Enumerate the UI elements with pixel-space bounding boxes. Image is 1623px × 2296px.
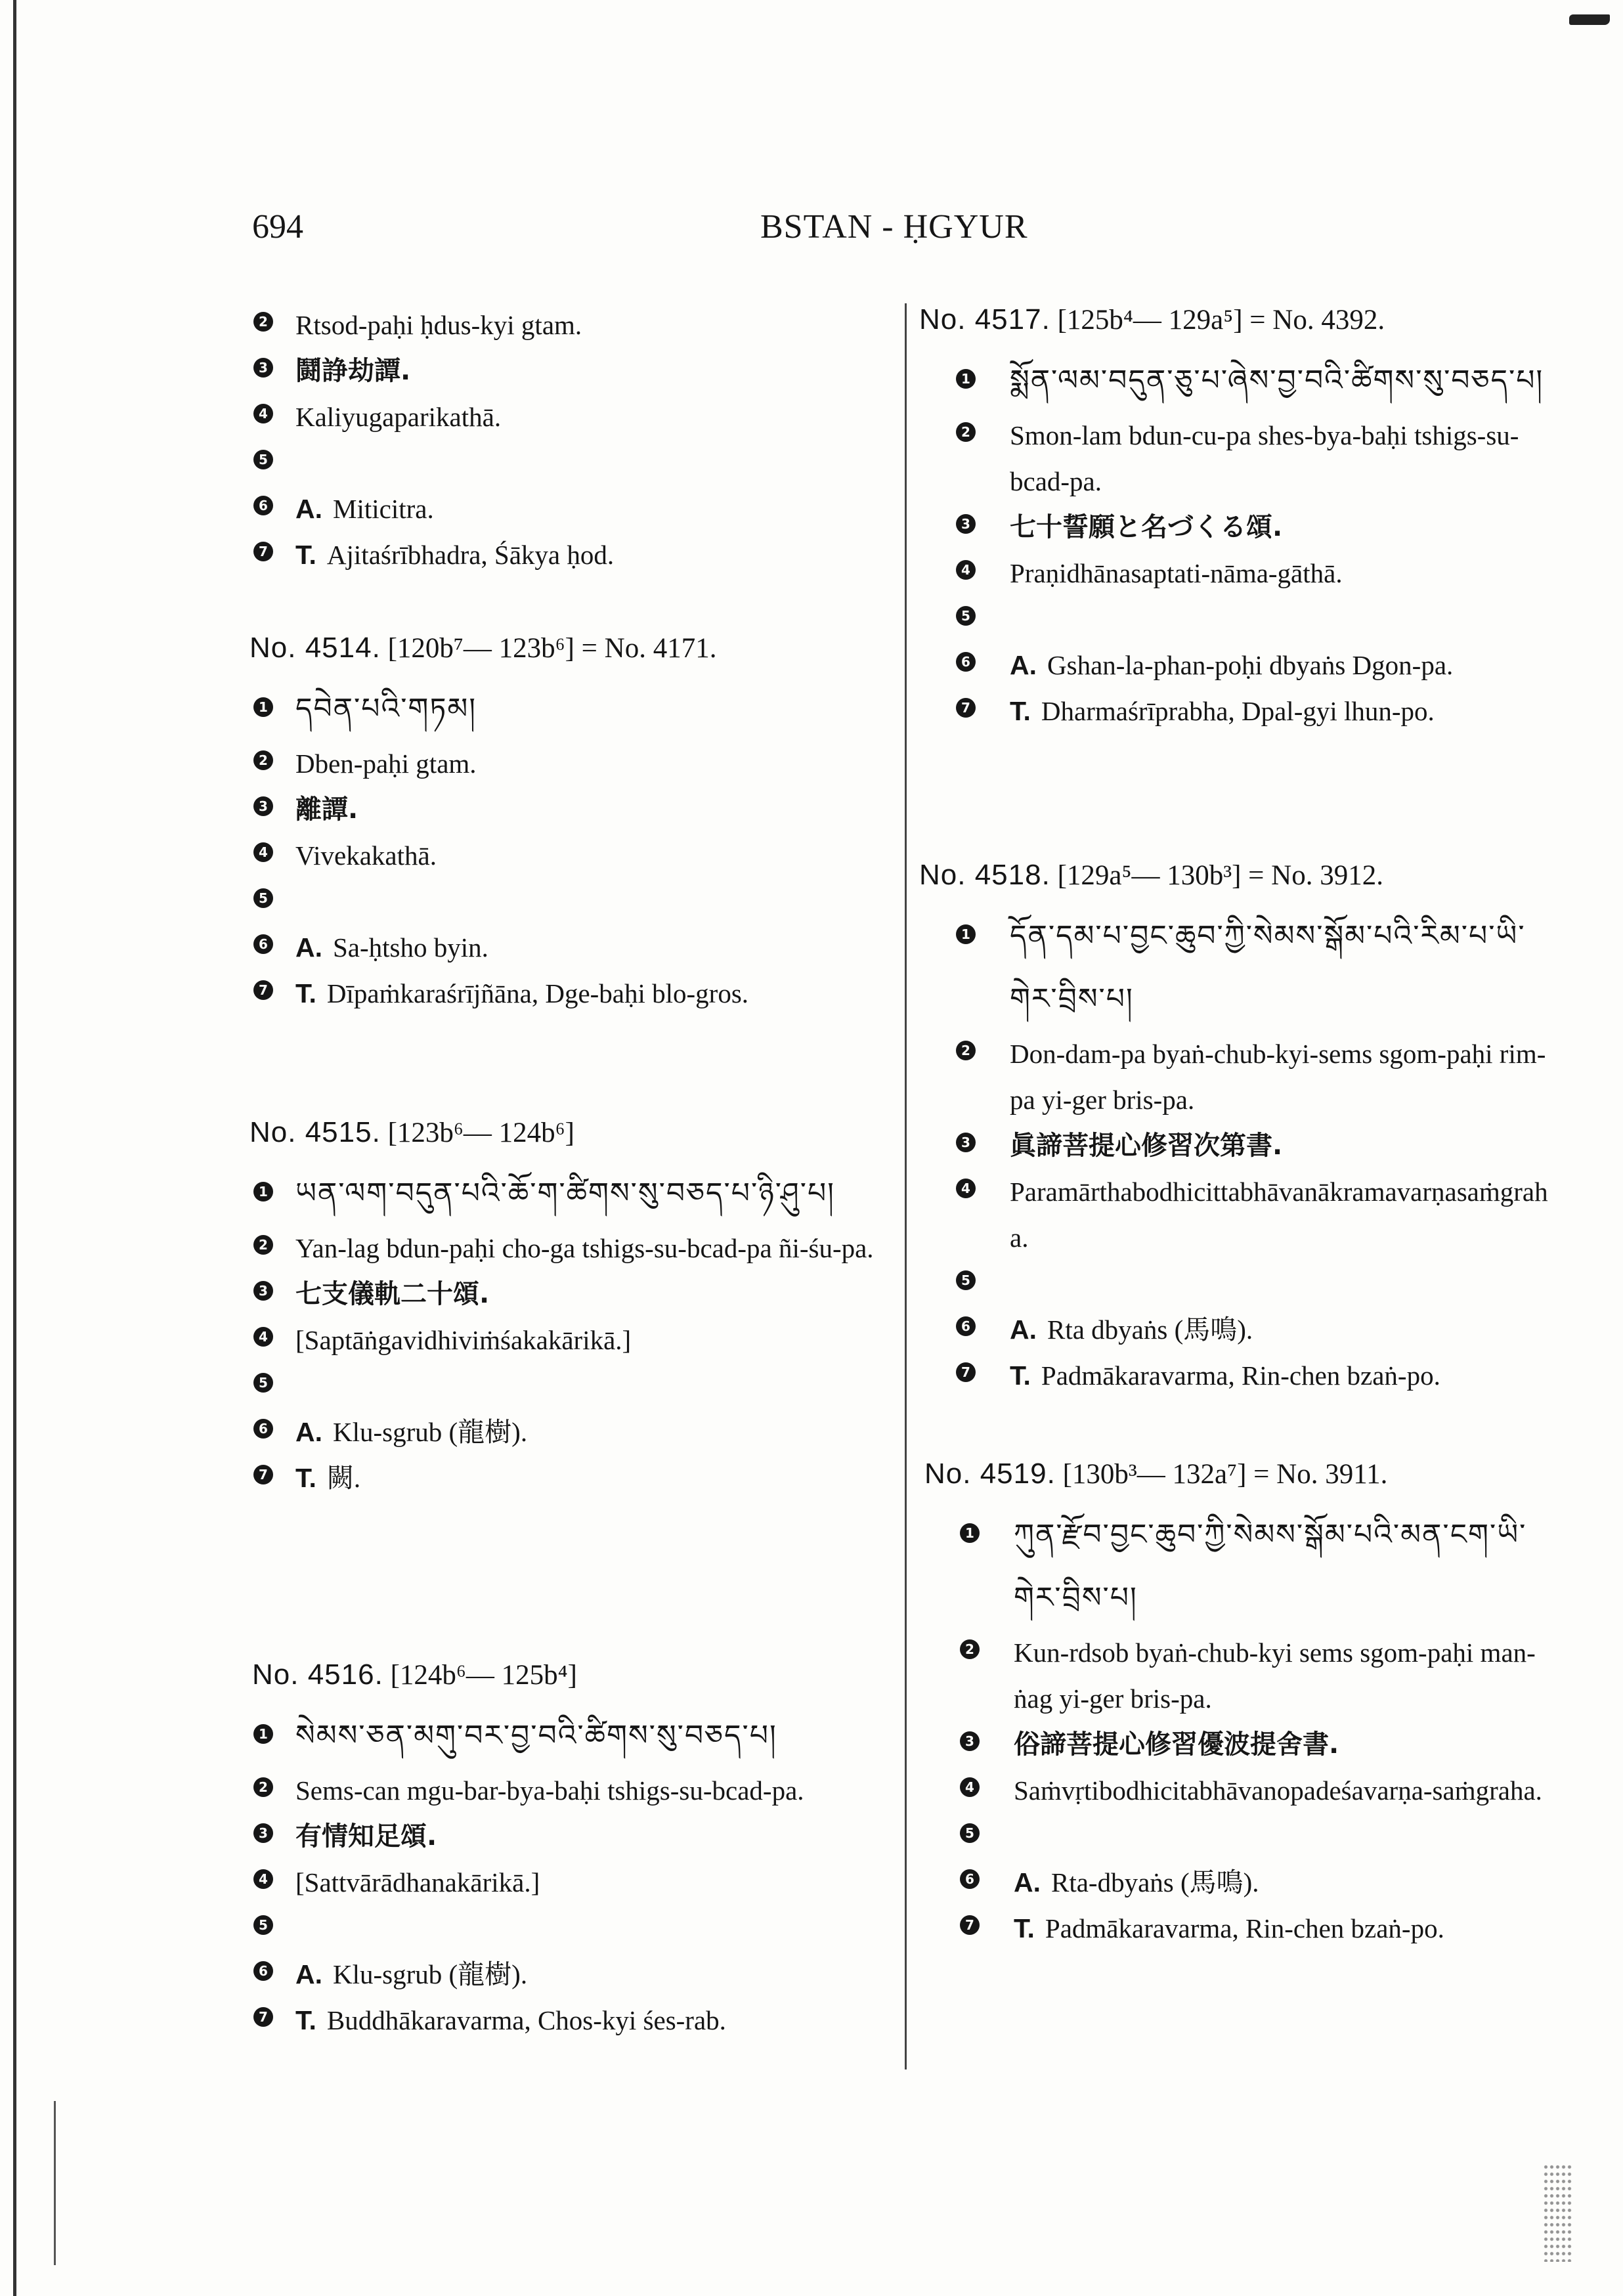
field-6 [919, 1307, 1569, 1353]
tibetan-title: ཀུན་རྫོབ་བྱང་ཆུབ་ཀྱི་སེམས་སྒོམ་པའི་མན་ངག་ཡི་གེར་བྲིས་པ། [1014, 1518, 1527, 1614]
field-1 [919, 1504, 1565, 1630]
marker-5-icon: 5 [253, 450, 273, 469]
scan-speckle [1543, 2163, 1573, 2262]
marker-6-icon: 6 [960, 1869, 980, 1889]
tibetan-transliteration: Don-dam-pa byaṅ-chub-kyi-sems sgom-paḥi rim-pa yi-ger bris-pa. [1010, 1039, 1546, 1115]
field-6 [919, 642, 1569, 688]
marker-4-icon: 4 [253, 842, 273, 862]
marker-5-icon: 5 [253, 1373, 273, 1393]
marker-1-icon: 1 [253, 1724, 273, 1744]
field-7 [919, 1353, 1569, 1398]
marker-6-icon: 6 [253, 934, 273, 954]
marker-2-icon: 2 [956, 422, 976, 442]
marker-5-icon: 5 [956, 606, 976, 626]
sanskrit-title: [Sattvārādhanakārikā.] [295, 1867, 540, 1897]
sanskrit-title: Saṁvṛtibodhicitabhāvanopadeśavarṇa-saṁgraha. [1014, 1775, 1542, 1806]
entry-number: No. 4515. [249, 1116, 381, 1148]
ink-mark [1569, 14, 1610, 25]
field-3 [253, 1813, 903, 1859]
marker-7-icon: 7 [956, 698, 976, 718]
marker-7-icon: 7 [253, 980, 273, 1000]
translator-label: T. [295, 540, 316, 570]
marker-4-icon: 4 [253, 404, 273, 423]
translator-label: T. [1014, 1913, 1035, 1943]
marker-6-icon: 6 [253, 1419, 273, 1439]
marker-6-icon: 6 [253, 496, 273, 515]
entry-number: No. 4516. [252, 1658, 383, 1691]
tibetan-title: ཡན་ལག་བདུན་པའི་ཆོ་ག་ཚིགས་སུ་བཅད་པ་ཉི་ཤུ་པ། [295, 1177, 835, 1210]
marker-3-icon: 3 [956, 1133, 976, 1152]
folio-reference: [125b⁴— 129a⁵] = No. 4392. [1057, 305, 1385, 336]
field-4 [253, 1859, 903, 1905]
marker-2-icon: 2 [253, 1777, 273, 1797]
marker-7-icon: 7 [956, 1362, 976, 1382]
author-label: A. [295, 932, 322, 963]
translator-label: T. [295, 1463, 316, 1493]
marker-1-icon: 1 [253, 1182, 273, 1202]
marker-1-icon: 1 [960, 1523, 980, 1543]
marker-7-icon: 7 [253, 2007, 273, 2027]
marker-7-icon: 7 [960, 1915, 980, 1935]
field-2 [919, 1630, 1565, 1722]
field-5 [919, 1261, 1569, 1307]
entry-heading [252, 1658, 902, 1691]
tibetan-transliteration: Sems-can mgu-bar-bya-baḥi tshigs-su-bcad-pa. [295, 1775, 804, 1806]
marker-7-icon: 7 [253, 1465, 273, 1484]
marker-7-icon: 7 [253, 542, 273, 561]
author-label: A. [295, 1959, 322, 1989]
entry-number: No. 4518. [919, 859, 1050, 891]
entry-4518 [919, 859, 1569, 1398]
translator-name: Padmākaravarma, Rin-chen bzaṅ-po. [1041, 1360, 1440, 1391]
sanskrit-title: [Saptāṅgavidhiviṁśakakārikā.] [295, 1325, 632, 1355]
marker-4-icon: 4 [253, 1869, 273, 1889]
field-2 [253, 1767, 873, 1813]
field-5 [253, 440, 903, 486]
entry-heading [249, 1116, 899, 1149]
author-label: A. [1010, 1314, 1037, 1345]
marker-5-icon: 5 [960, 1823, 980, 1843]
entry-heading [919, 303, 1569, 336]
field-7 [253, 970, 873, 1016]
translator-name: 闕. [326, 1463, 361, 1493]
field-6 [253, 486, 903, 532]
marker-6-icon: 6 [253, 1961, 273, 1981]
sanskrit-title: Praṇidhānasaptati-nāma-gāthā. [1010, 558, 1343, 588]
field-5 [919, 1813, 1569, 1859]
entry-4519 [919, 1458, 1569, 1951]
chinese-title: 俗諦菩提心修習優波提舍書. [1014, 1729, 1339, 1760]
field-4 [253, 833, 903, 878]
entry-heading [924, 1458, 1574, 1490]
field-3 [253, 1271, 903, 1317]
marker-3-icon: 3 [253, 1281, 273, 1301]
tibetan-transliteration: Smon-lam bdun-cu-pa shes-bya-baḥi tshigs-su-bcad-pa. [1010, 420, 1519, 496]
tibetan-transliteration: Dben-paḥi gtam. [295, 748, 477, 779]
column-divider [905, 303, 907, 2069]
translator-name: Dīpaṁkaraśrījñāna, Dge-baḥi blo-gros. [326, 978, 749, 1008]
marker-2-icon: 2 [253, 750, 273, 770]
tibetan-title: དོན་དམ་པ་བྱང་ཆུབ་ཀྱི་སེམས་སྒོམ་པའི་རིམ་པ་ཡི་གེར་བྲིས་པ། [1010, 919, 1526, 1016]
entry-number: No. 4514. [249, 632, 381, 664]
field-4 [919, 1767, 1565, 1813]
marker-6-icon: 6 [956, 1316, 976, 1336]
field-1 [253, 1162, 886, 1225]
marker-4-icon: 4 [253, 1327, 273, 1347]
tibetan-transliteration: Yan-lag bdun-paḥi cho-ga tshigs-su-bcad-pa ñi-śu-pa. [295, 1233, 874, 1263]
marker-5-icon: 5 [253, 1915, 273, 1935]
field-1 [919, 349, 1561, 412]
field-1 [253, 678, 903, 741]
tibetan-title: སེམས་ཅན་མགུ་བར་བྱ་བའི་ཚིགས་སུ་བཅད་པ། [295, 1719, 777, 1752]
field-3 [919, 504, 1569, 550]
translator-name: Dharmaśrīprabha, Dpal-gyi lhun-po. [1041, 696, 1435, 726]
field-6 [253, 1409, 903, 1455]
marker-6-icon: 6 [956, 652, 976, 672]
field-5 [253, 1905, 903, 1951]
field-7 [919, 688, 1569, 734]
author-label: A. [1010, 650, 1037, 680]
marker-3-icon: 3 [956, 514, 976, 534]
entry-4515 [249, 1116, 903, 1501]
scan-edge-line [54, 2101, 56, 2265]
translator-name: Padmākaravarma, Rin-chen bzaṅ-po. [1045, 1913, 1444, 1943]
author-name: Miticitra. [333, 494, 434, 524]
tibetan-title: སྨོན་ལམ་བདུན་ཅུ་པ་ཞེས་བྱ་བའི་ཚིགས་སུ་བཅད་པ། [1010, 364, 1544, 397]
author-name: Rta-dbyaṅs (馬鳴). [1051, 1867, 1259, 1897]
author-name: Gshan-la-phan-poḥi dbyaṅs Dgon-pa. [1047, 650, 1454, 680]
author-label: A. [295, 494, 322, 524]
marker-2-icon: 2 [253, 1235, 273, 1255]
marker-3-icon: 3 [253, 1823, 273, 1843]
marker-2-icon: 2 [956, 1041, 976, 1060]
field-6 [919, 1859, 1569, 1905]
field-3 [253, 787, 903, 833]
marker-2-icon: 2 [253, 312, 273, 332]
translator-label: T. [295, 2005, 316, 2035]
field-2 [253, 741, 903, 787]
field-5 [253, 878, 903, 924]
folio-reference: [129a⁵— 130b³] = No. 3912. [1057, 860, 1383, 891]
entry-number: No. 4517. [919, 303, 1050, 336]
chinese-title: 離譚. [295, 794, 358, 825]
author-name: Klu-sgrub (龍樹). [333, 1959, 528, 1989]
field-3 [253, 348, 903, 394]
field-7 [253, 532, 903, 578]
field-6 [253, 924, 903, 970]
chinese-title: 七十誓願と名づくる頌. [1010, 512, 1283, 542]
field-4 [253, 394, 903, 440]
translator-label: T. [1010, 696, 1031, 726]
translator-name: Ajitaśrībhadra, Śākya ḥod. [326, 540, 615, 570]
marker-2-icon: 2 [960, 1639, 980, 1659]
field-2 [919, 412, 1561, 504]
marker-4-icon: 4 [956, 560, 976, 580]
field-4 [919, 550, 1569, 596]
scan-edge-line [13, 0, 16, 2296]
folio-reference: [130b³— 132a⁷] = No. 3911. [1062, 1459, 1388, 1490]
marker-3-icon: 3 [253, 358, 273, 378]
folio-reference: [124b⁶— 125b⁴] [390, 1660, 577, 1691]
author-name: Klu-sgrub (龍樹). [333, 1417, 528, 1447]
chinese-title: 眞諦菩提心修習次第書. [1010, 1131, 1283, 1161]
field-1 [919, 905, 1561, 1031]
running-head: BSTAN - ḤGYUR [760, 208, 1028, 246]
marker-4-icon: 4 [960, 1777, 980, 1797]
tibetan-title: དབེན་པའི་གཏམ། [295, 692, 477, 726]
marker-1-icon: 1 [253, 697, 273, 717]
entry-4513-continued [253, 302, 903, 578]
field-2 [253, 1225, 880, 1271]
author-label: A. [295, 1417, 322, 1447]
tibetan-transliteration: Kun-rdsob byaṅ-chub-kyi sems sgom-paḥi man-ṅag yi-ger bris-pa. [1014, 1637, 1536, 1714]
translator-label: T. [295, 978, 316, 1008]
field-1 [253, 1704, 903, 1767]
sanskrit-title: Vivekakathā. [295, 840, 437, 871]
sanskrit-title: Paramārthabodhicittabhāvanākramavarṇasaṁgraha. [1010, 1177, 1548, 1253]
entry-4517 [919, 303, 1569, 734]
page-number: 694 [252, 208, 303, 246]
marker-1-icon: 1 [956, 924, 976, 944]
entry-heading [919, 859, 1569, 892]
marker-1-icon: 1 [956, 369, 976, 389]
author-name: Rta dbyaṅs (馬鳴). [1047, 1314, 1253, 1345]
field-3 [919, 1123, 1569, 1169]
folio-reference: [123b⁶— 124b⁶] [387, 1117, 574, 1148]
folio-reference: [120b⁷— 123b⁶] = No. 4171. [387, 633, 717, 664]
marker-5-icon: 5 [956, 1270, 976, 1290]
chinese-title: 鬪諍劫譚. [295, 356, 411, 386]
marker-4-icon: 4 [956, 1179, 976, 1198]
field-4 [919, 1169, 1561, 1261]
translator-label: T. [1010, 1360, 1031, 1391]
field-2 [253, 302, 903, 348]
field-7 [253, 1455, 903, 1501]
sanskrit-title: Kaliyugaparikathā. [295, 402, 502, 432]
field-2 [919, 1031, 1561, 1123]
marker-5-icon: 5 [253, 888, 273, 908]
entry-4514 [249, 632, 903, 1016]
tibetan-transliteration: Rtsod-paḥi ḥdus-kyi gtam. [295, 310, 582, 340]
translator-name: Buddhākaravarma, Chos-kyi śes-rab. [326, 2005, 726, 2035]
author-label: A. [1014, 1867, 1041, 1897]
field-7 [919, 1905, 1569, 1951]
field-7 [253, 1997, 903, 2043]
field-4 [253, 1317, 903, 1363]
field-5 [919, 596, 1569, 642]
chinese-title: 有情知足頌. [295, 1821, 437, 1852]
marker-3-icon: 3 [253, 796, 273, 816]
chinese-title: 七支儀軌二十頌. [295, 1279, 490, 1309]
entry-heading [249, 632, 899, 664]
marker-3-icon: 3 [960, 1731, 980, 1751]
field-3 [919, 1722, 1569, 1767]
entry-4516 [253, 1658, 903, 2043]
field-6 [253, 1951, 903, 1997]
entry-number: No. 4519. [924, 1458, 1056, 1490]
author-name: Sa-ḥtsho byin. [333, 932, 488, 963]
field-5 [253, 1363, 903, 1409]
